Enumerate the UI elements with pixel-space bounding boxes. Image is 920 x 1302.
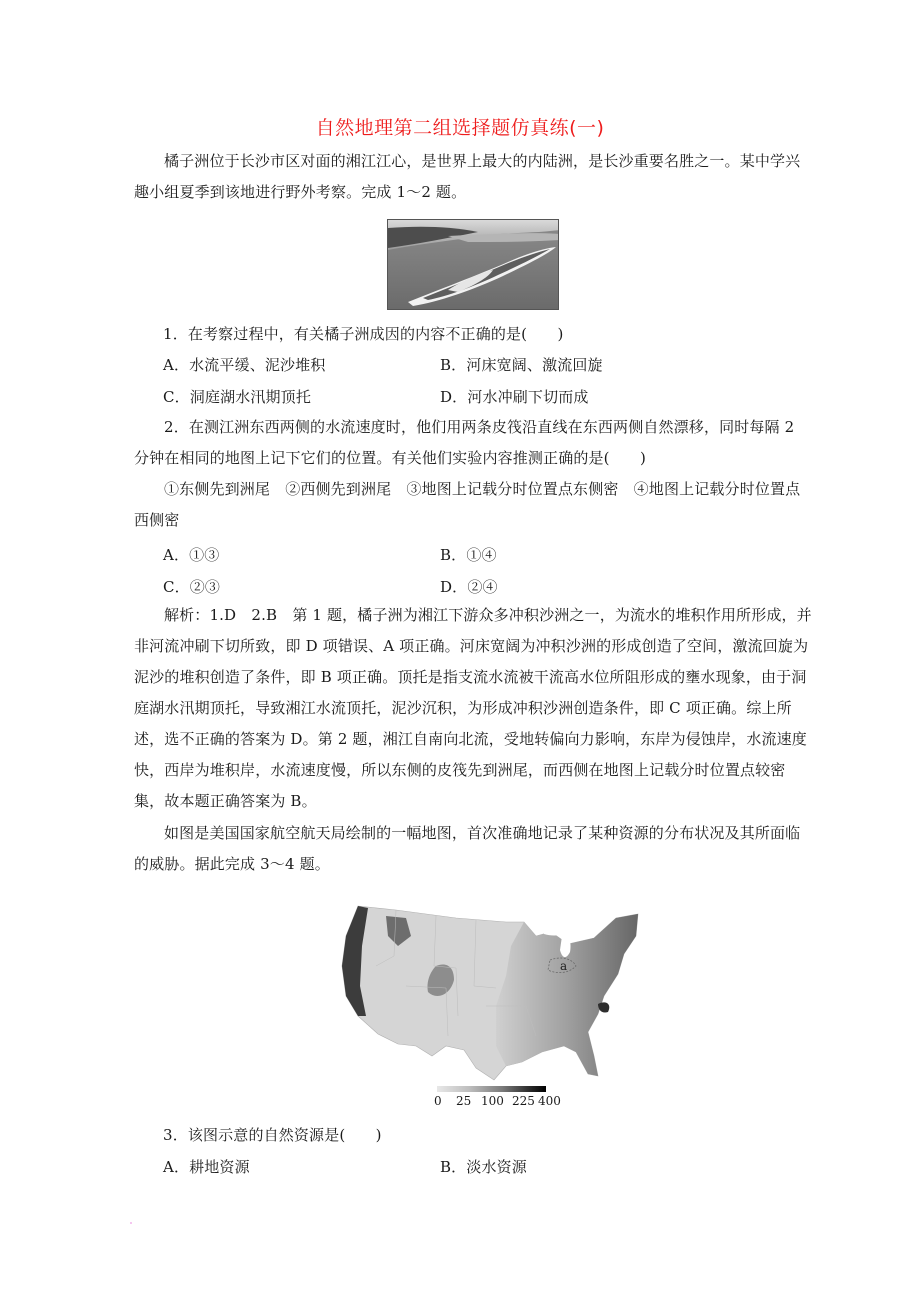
question-3-stem: 3．该图示意的自然资源是( ) xyxy=(163,1126,382,1144)
analysis-paragraph: 解析：1.D 2.B 第 1 题，橘子洲为湘江下游众多冲积沙洲之一，为流水的堆积作用所形成，并非河流冲刷下切所致，即 D 项错误、A 项正确。河床宽阔为冲积沙洲的形成创造了空间，激流回旋为泥沙的堆积创造了条件，即 B 项正确。顶托是指支流水流被干流高水位所阻形成的壅水现象，由于洞庭湖水汛期顶托，导致湘江水流顶托，泥沙沉积，为形成冲积沙洲创造条件，即 C 项正确。综上所述，选不正确的答案为 D。第 2 题，湘江自南向北流，受地转偏向力影响，东岸为侵蚀岸，水流速度快，西岸为堆积岸，水流速度慢，所以东侧的皮筏先到洲尾，而西侧在地图上记载分时位置点较密集，故本题正确答案为 B。 xyxy=(134,606,812,810)
q2-option-a[interactable]: A．①③ xyxy=(163,546,220,564)
map-legend-labels xyxy=(432,1094,562,1110)
legend-label-0: 0 xyxy=(434,1094,442,1108)
q1-option-b[interactable]: B．河床宽阔、激流回旋 xyxy=(440,356,603,374)
q2-option-b[interactable]: B．①④ xyxy=(440,546,497,564)
intro-paragraph-1: 橘子洲位于长沙市区对面的湘江江心，是世界上最大的内陆洲，是长沙重要名胜之一。某中学兴趣小组夏季到该地进行野外考察。完成 1～2 题。 xyxy=(134,152,801,201)
island-photo xyxy=(387,219,559,310)
q1-option-c[interactable]: C．洞庭湖水汛期顶托 xyxy=(163,388,311,406)
intro-paragraph-2: 如图是美国国家航空航天局绘制的一幅地图，首次准确地记录了某种资源的分布状况及其所面临的威胁。据此完成 3～4 题。 xyxy=(134,824,801,873)
legend-label-25: 25 xyxy=(456,1094,472,1108)
legend-label-225: 225 xyxy=(512,1094,535,1108)
map-legend-gradient xyxy=(437,1086,546,1092)
question-1-stem: 1．在考察过程中，有关橘子洲成因的内容不正确的是( ) xyxy=(163,325,564,343)
q1-option-a[interactable]: A．水流平缓、泥沙堆积 xyxy=(163,356,326,374)
stray-mark xyxy=(130,1222,132,1224)
q1-option-d[interactable]: D．河水冲刷下切而成 xyxy=(440,388,589,406)
question-2-statements: ①东侧先到洲尾 ②西侧先到洲尾 ③地图上记载分时位置点东侧密 ④地图上记载分时位置点西侧密 xyxy=(134,480,801,529)
legend-label-100: 100 xyxy=(481,1094,504,1108)
legend-label-400: 400 xyxy=(538,1094,561,1108)
q2-option-c[interactable]: C．②③ xyxy=(163,578,221,596)
q3-option-b[interactable]: B．淡水资源 xyxy=(440,1158,527,1176)
island-aerial-image xyxy=(388,220,559,310)
us-resource-map xyxy=(336,896,644,1088)
question-2-stem: 2．在测江洲东西两侧的水流速度时，他们用两条皮筏沿直线在东西两侧自然漂移，同时每隔 2 分钟在相同的地图上记下它们的位置。有关他们实验内容推测正确的是( ) xyxy=(134,418,795,467)
q3-option-a[interactable]: A．耕地资源 xyxy=(163,1158,250,1176)
page-title: 自然地理第二组选择题仿真练(一) xyxy=(315,117,605,139)
us-map-image xyxy=(336,896,644,1088)
map-marker-a: a xyxy=(560,959,568,973)
q2-option-d[interactable]: D．②④ xyxy=(440,578,498,596)
